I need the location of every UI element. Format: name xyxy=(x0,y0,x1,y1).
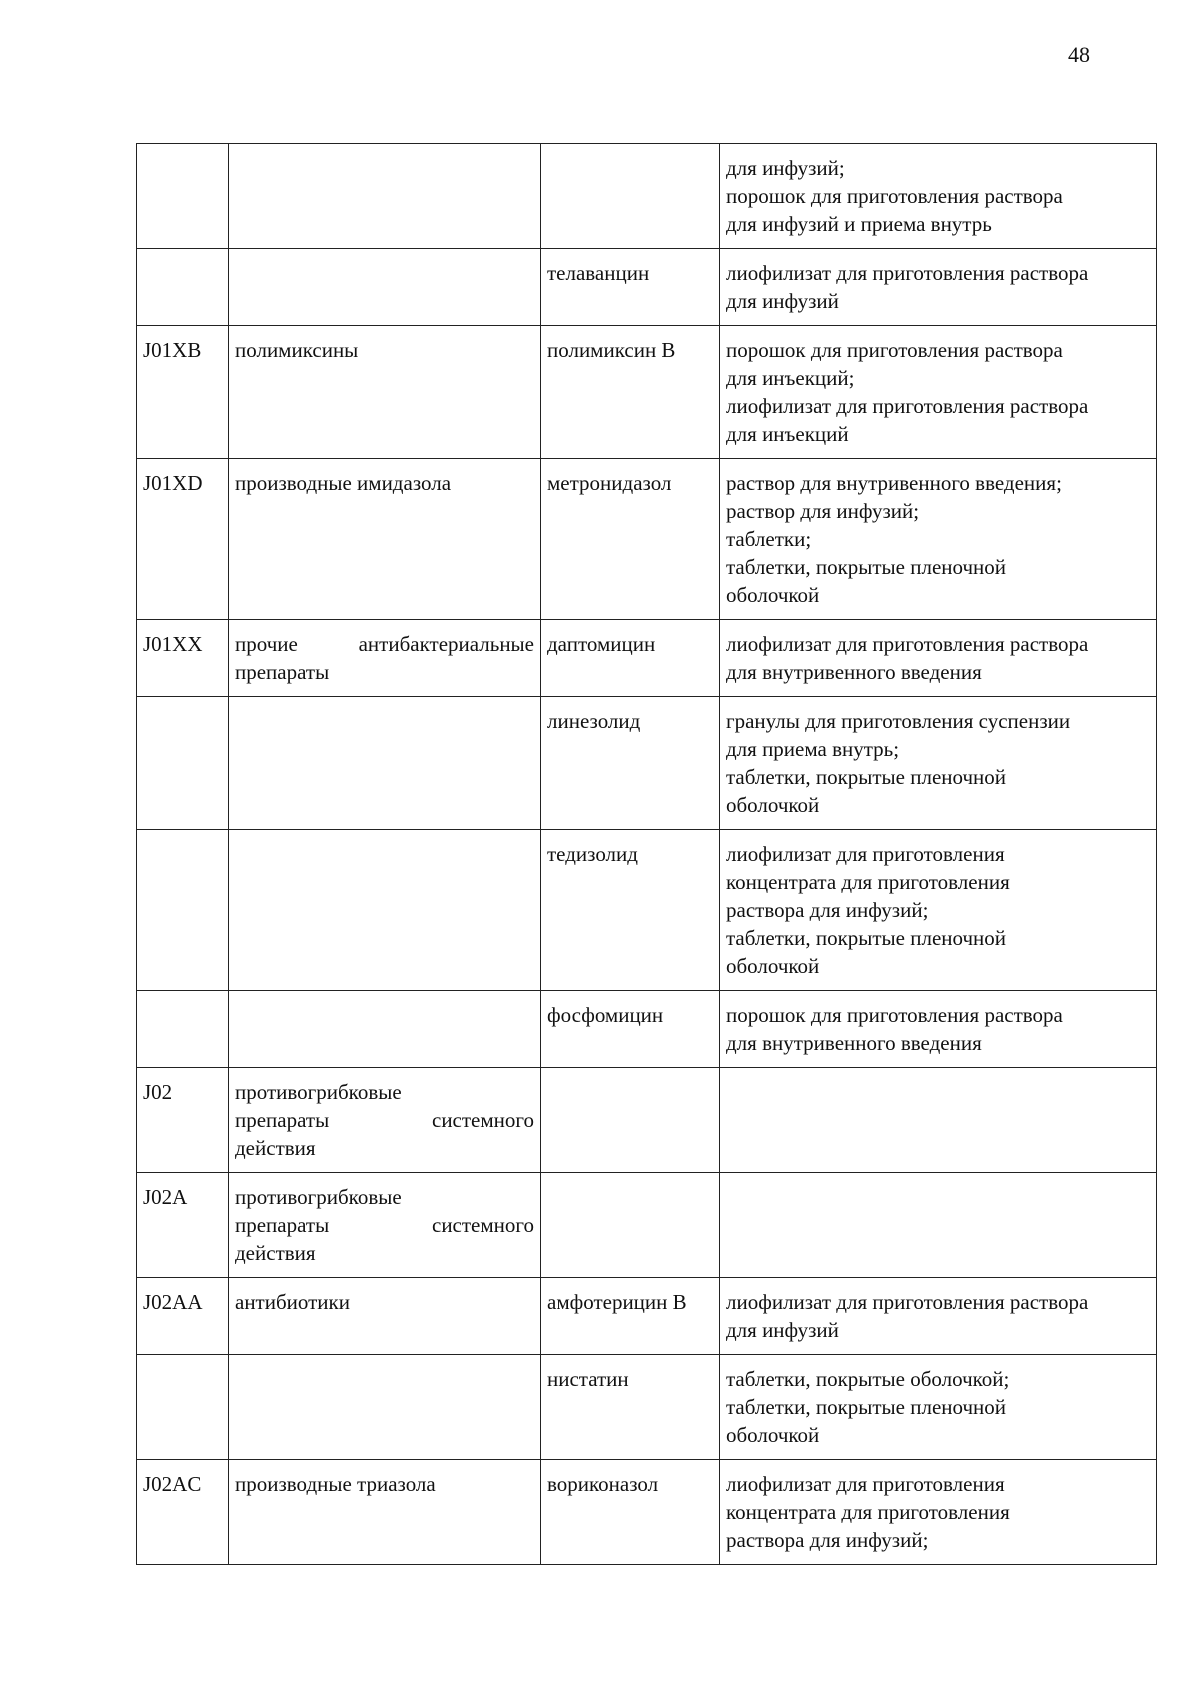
table-row xyxy=(137,1278,1157,1355)
drug-name-cell: фосфомицин xyxy=(541,991,720,1068)
drug-name-cell: вориконазол xyxy=(541,1460,720,1565)
group-cell xyxy=(229,991,541,1068)
group-cell xyxy=(229,830,541,991)
dosage-form-cell: для инфузий; порошок для приготовления раствора для инфузий и приема внутрь xyxy=(720,144,1157,249)
drug-name-cell xyxy=(541,1068,720,1173)
group-cell: производные триазола xyxy=(229,1460,541,1565)
atc-code-cell xyxy=(137,144,229,249)
atc-code-cell xyxy=(137,1355,229,1460)
group-line: действия xyxy=(235,1136,316,1160)
group-cell: антибиотики xyxy=(229,1278,541,1355)
group-line: препараты системного xyxy=(235,1213,534,1237)
group-cell: полимиксины xyxy=(229,326,541,459)
drug-name-cell: даптомицин xyxy=(541,620,720,697)
table-row xyxy=(137,249,1157,326)
table-row xyxy=(137,1460,1157,1565)
group-cell xyxy=(229,620,541,697)
atc-code-cell xyxy=(137,991,229,1068)
dosage-form-cell xyxy=(720,1173,1157,1278)
group-cell xyxy=(229,697,541,830)
table-row xyxy=(137,1355,1157,1460)
dosage-form-cell: порошок для приготовления раствора для внутривенного введения xyxy=(720,991,1157,1068)
drug-name-cell: линезолид xyxy=(541,697,720,830)
dosage-form-cell xyxy=(720,1068,1157,1173)
drug-name-cell: тедизолид xyxy=(541,830,720,991)
group-cell xyxy=(229,144,541,249)
table-row xyxy=(137,697,1157,830)
drug-name-cell xyxy=(541,1173,720,1278)
dosage-form-cell: таблетки, покрытые оболочкой; таблетки, покрытые пленочной оболочкой xyxy=(720,1355,1157,1460)
drug-name-cell: амфотерицин В xyxy=(541,1278,720,1355)
atc-code-cell xyxy=(137,830,229,991)
table-row xyxy=(137,620,1157,697)
drug-name-cell: полимиксин В xyxy=(541,326,720,459)
group-line: препараты xyxy=(235,660,330,684)
drug-name-cell: нистатин xyxy=(541,1355,720,1460)
table-row xyxy=(137,144,1157,249)
drug-name-cell: телаванцин xyxy=(541,249,720,326)
atc-code-cell: J02AC xyxy=(137,1460,229,1565)
atc-code-cell: J02AA xyxy=(137,1278,229,1355)
atc-code-cell: J01XX xyxy=(137,620,229,697)
group-line: препараты системного xyxy=(235,1108,534,1132)
atc-code-cell: J02 xyxy=(137,1068,229,1173)
dosage-form-cell: гранулы для приготовления суспензии для приема внутрь; таблетки, покрытые пленочной оболочкой xyxy=(720,697,1157,830)
table-row xyxy=(137,991,1157,1068)
group-cell xyxy=(229,1355,541,1460)
group-line: прочие антибактериальные xyxy=(235,632,534,656)
group-cell: производные имидазола xyxy=(229,459,541,620)
table-row xyxy=(137,1068,1157,1173)
page-number: 48 xyxy=(1068,42,1090,67)
dosage-form-cell: раствор для внутривенного введения; раствор для инфузий; таблетки; таблетки, покрытые пленочной оболочкой xyxy=(720,459,1157,620)
dosage-form-cell: лиофилизат для приготовления раствора для внутривенного введения xyxy=(720,620,1157,697)
atc-code-cell xyxy=(137,249,229,326)
drug-name-cell: метронидазол xyxy=(541,459,720,620)
table-row xyxy=(137,459,1157,620)
drug-name-cell xyxy=(541,144,720,249)
group-cell xyxy=(229,1068,541,1173)
dosage-form-cell: порошок для приготовления раствора для инъекций; лиофилизат для приготовления раствора для инъекций xyxy=(720,326,1157,459)
atc-code-cell: J02A xyxy=(137,1173,229,1278)
atc-code-cell xyxy=(137,697,229,830)
group-cell xyxy=(229,249,541,326)
table-row xyxy=(137,1173,1157,1278)
group-line: противогрибковые xyxy=(235,1080,402,1104)
dosage-form-cell: лиофилизат для приготовления концентрата для приготовления раствора для инфузий; таблетки, покрытые пленочной оболочкой xyxy=(720,830,1157,991)
dosage-form-cell: лиофилизат для приготовления концентрата для приготовления раствора для инфузий; xyxy=(720,1460,1157,1565)
group-line: противогрибковые xyxy=(235,1185,402,1209)
drug-list-table xyxy=(136,143,1157,1565)
table-row xyxy=(137,326,1157,459)
table-row xyxy=(137,830,1157,991)
dosage-form-cell: лиофилизат для приготовления раствора для инфузий xyxy=(720,1278,1157,1355)
atc-code-cell: J01XB xyxy=(137,326,229,459)
group-cell xyxy=(229,1173,541,1278)
atc-code-cell: J01XD xyxy=(137,459,229,620)
dosage-form-cell: лиофилизат для приготовления раствора для инфузий xyxy=(720,249,1157,326)
group-line: действия xyxy=(235,1241,316,1265)
